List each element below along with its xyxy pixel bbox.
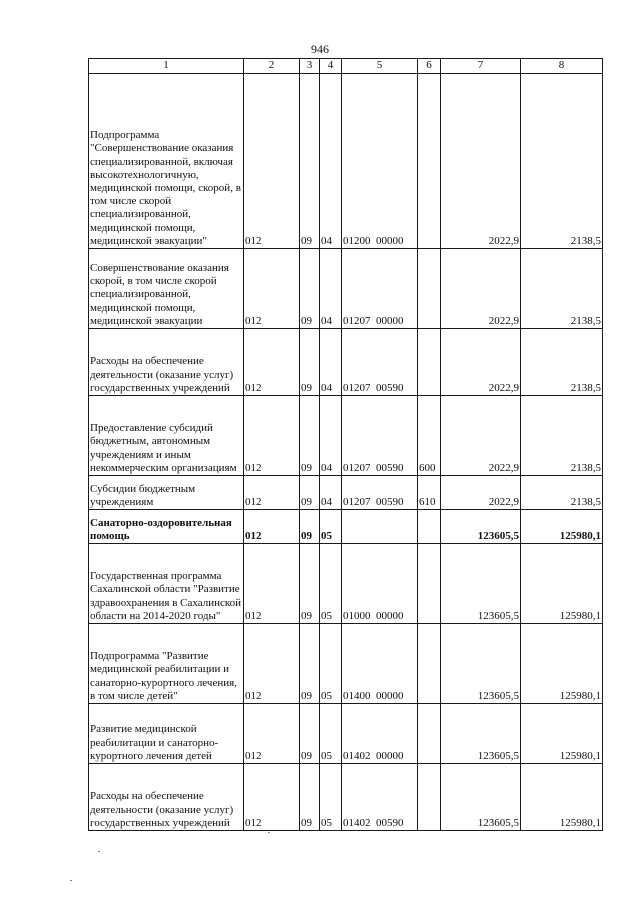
table-row [89,510,603,544]
amount-year1-cell: 2022,9 [441,329,521,396]
amount-year1-cell: 2022,9 [441,74,521,249]
target-article-cell: 01207 00590 [342,476,418,510]
amount-year2-cell: 2138,5 [521,329,603,396]
expense-type-cell: 600 [418,396,441,476]
section-cell: 09 [300,510,320,544]
expense-type-cell: 610 [418,476,441,510]
page-number: 946 [311,42,329,56]
header-cell: 4 [320,59,342,74]
header-cell: 3 [300,59,320,74]
header-cell: 5 [342,59,418,74]
row-name-cell: Расходы на обеспечение деятельности (оказание услуг) государственных учреждений [89,329,244,396]
code-cell: 012 [244,476,300,510]
expense-type-cell [418,249,441,329]
expense-type-cell [418,544,441,624]
table-row [89,476,603,510]
section-cell: 09 [300,249,320,329]
section-cell: 09 [300,704,320,764]
subsection-cell: 05 [320,764,342,831]
section-cell: 09 [300,476,320,510]
section-cell: 09 [300,74,320,249]
code-cell: 012 [244,396,300,476]
amount-year2-cell: 2138,5 [521,74,603,249]
subsection-cell: 05 [320,704,342,764]
amount-year2-cell: 2138,5 [521,476,603,510]
code-cell: 012 [244,624,300,704]
expense-type-cell [418,704,441,764]
subsection-cell: 04 [320,396,342,476]
table-row [89,624,603,704]
amount-year2-cell: 125980,1 [521,510,603,544]
target-article-cell: 01207 00000 [342,249,418,329]
amount-year1-cell: 123605,5 [441,704,521,764]
table-row [89,544,603,624]
table-row [89,764,603,831]
amount-year2-cell: 125980,1 [521,544,603,624]
expense-type-cell [418,510,441,544]
code-cell: 012 [244,510,300,544]
amount-year1-cell: 2022,9 [441,476,521,510]
code-cell: 012 [244,74,300,249]
section-cell: 09 [300,544,320,624]
amount-year1-cell: 2022,9 [441,249,521,329]
section-cell: 09 [300,764,320,831]
table-row [89,74,603,249]
amount-year1-cell: 123605,5 [441,544,521,624]
target-article-cell: 01402 00590 [342,764,418,831]
table-body [89,59,603,831]
header-cell: 7 [441,59,521,74]
row-name-cell: Предоставление субсидий бюджетным, автономным учреждениям и иным некоммерческим организациям [89,396,244,476]
amount-year1-cell: 123605,5 [441,624,521,704]
code-cell: 012 [244,544,300,624]
subsection-cell: 04 [320,249,342,329]
row-name-cell: Расходы на обеспечение деятельности (оказание услуг) государственных учреждений [89,764,244,831]
amount-year2-cell: 2138,5 [521,249,603,329]
code-cell: 012 [244,249,300,329]
scan-speck [98,851,100,852]
target-article-cell: 01200 00000 [342,74,418,249]
code-cell: 012 [244,764,300,831]
expense-type-cell [418,74,441,249]
amount-year2-cell: 125980,1 [521,624,603,704]
subsection-cell: 05 [320,624,342,704]
amount-year2-cell: 125980,1 [521,764,603,831]
target-article-cell: 01402 00000 [342,704,418,764]
section-cell: 09 [300,329,320,396]
code-cell: 012 [244,704,300,764]
row-name-cell: Подпрограмма "Развитие медицинской реабилитации и санаторно-курортного лечения, в том числе детей" [89,624,244,704]
table-header-row [89,59,603,74]
table-row [89,704,603,764]
section-cell: 09 [300,396,320,476]
target-article-cell: 01000 00000 [342,544,418,624]
section-cell: 09 [300,624,320,704]
code-cell: 012 [244,329,300,396]
amount-year1-cell: 2022,9 [441,396,521,476]
row-name-cell: Государственная программа Сахалинской области "Развитие здравоохранения в Сахалинской области на 2014-2020 годы" [89,544,244,624]
row-name-cell: Субсидии бюджетным учреждениям [89,476,244,510]
row-name-cell: Совершенствование оказания скорой, в том числе скорой специализированной, медицинской помощи, медицинской эвакуации [89,249,244,329]
table-row [89,396,603,476]
scan-speck [70,880,72,881]
amount-year2-cell: 125980,1 [521,704,603,764]
subsection-cell: 05 [320,510,342,544]
target-article-cell: 01207 00590 [342,396,418,476]
amount-year1-cell: 123605,5 [441,510,521,544]
scan-speck [268,832,270,833]
subsection-cell: 04 [320,329,342,396]
row-name-cell: Подпрограмма "Совершенствование оказания специализированной, включая высокотехнологичную, медицинской помощи, скорой, в том числе скорой специализированной, медицинской помощи, медицинской эвакуации" [89,74,244,249]
amount-year2-cell: 2138,5 [521,396,603,476]
row-name-cell: Развитие медицинской реабилитации и санаторно-курортного лечения детей [89,704,244,764]
expense-type-cell [418,624,441,704]
subsection-cell: 05 [320,544,342,624]
target-article-cell [342,510,418,544]
amount-year1-cell: 123605,5 [441,764,521,831]
subsection-cell: 04 [320,476,342,510]
header-cell: 1 [89,59,244,74]
header-cell: 8 [521,59,603,74]
target-article-cell: 01207 00590 [342,329,418,396]
expense-type-cell [418,764,441,831]
header-cell: 6 [418,59,441,74]
budget-table [88,58,603,831]
table-row [89,249,603,329]
row-name-cell: Санаторно-оздоровительная помощь [89,510,244,544]
subsection-cell: 04 [320,74,342,249]
header-cell: 2 [244,59,300,74]
table-row [89,329,603,396]
target-article-cell: 01400 00000 [342,624,418,704]
expense-type-cell [418,329,441,396]
